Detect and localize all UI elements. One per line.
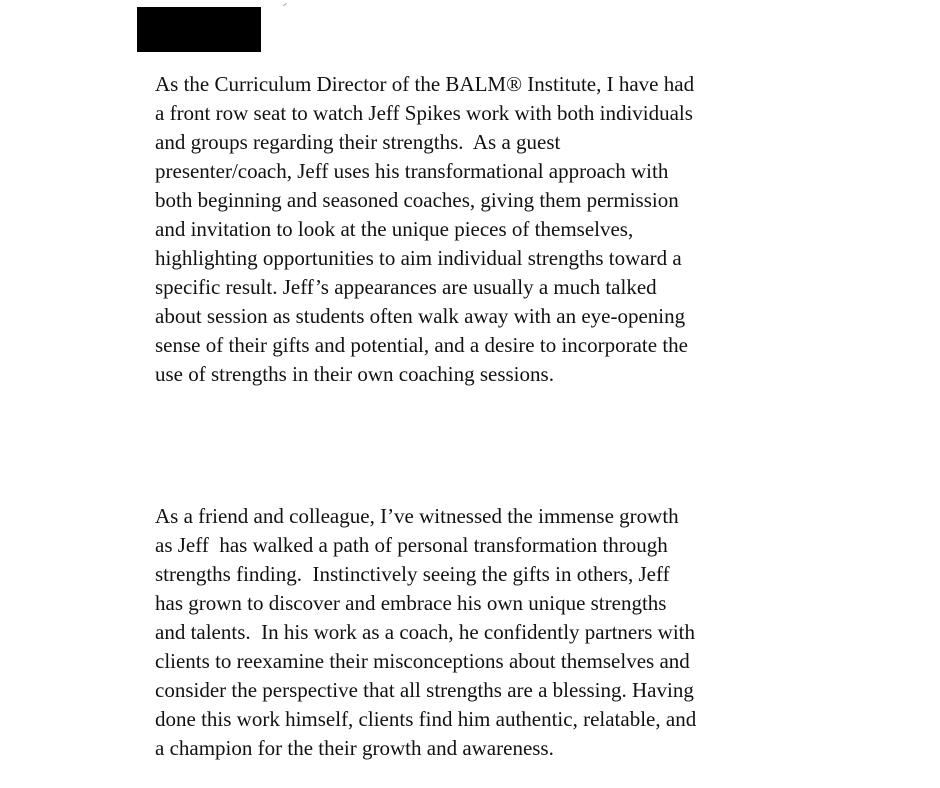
paragraph-1-line: and invitation to look at the unique pieces of themselves, — [155, 217, 634, 241]
redaction-box — [137, 7, 261, 52]
paragraph-1-line: both beginning and seasoned coaches, giving them permission — [155, 188, 679, 212]
paragraph-1-line: highlighting opportunities to aim individual strengths toward a — [155, 246, 682, 270]
paragraph-2-line: a champion for the their growth and awareness. — [155, 736, 554, 760]
paragraph-2-line: As a friend and colleague, I’ve witnessed the immense growth — [155, 504, 679, 528]
paragraph-1-line: presenter/coach, Jeff uses his transformational approach with — [155, 159, 669, 183]
paragraph-2-line: consider the perspective that all strengths are a blessing. Having — [155, 678, 694, 702]
paragraph-1-line: and groups regarding their strengths. As a guest — [155, 130, 561, 154]
paragraph-2-line: done this work himself, clients find him authentic, relatable, and — [155, 707, 697, 731]
paragraph-2-line: clients to reexamine their misconceptions about themselves and — [155, 649, 690, 673]
paragraph-2-line: strengths finding. Instinctively seeing the gifts in others, Jeff — [155, 562, 670, 586]
paragraph-1-line: about session as students often walk away with an eye-opening — [155, 304, 686, 328]
paragraph-2-line: and talents. In his work as a coach, he confidently partners with — [155, 620, 696, 644]
paragraph-2-line: as Jeff has walked a path of personal transformation through — [155, 533, 668, 557]
paragraph-1-line: specific result. Jeff’s appearances are usually a much talked — [155, 275, 657, 299]
paragraph-1-line: a front row seat to watch Jeff Spikes work with both individuals — [155, 101, 693, 125]
testimonial-paragraph-2 — [155, 502, 815, 763]
scan-artifact-mark — [283, 3, 287, 6]
testimonial-paragraph-1 — [155, 70, 815, 389]
paragraph-1-line: sense of their gifts and potential, and a desire to incorporate the — [155, 333, 688, 357]
paragraph-2-line: has grown to discover and embrace his own unique strengths — [155, 591, 667, 615]
paragraph-1-line: As the Curriculum Director of the BALM® Institute, I have had — [155, 72, 695, 96]
paragraph-1-line: use of strengths in their own coaching sessions. — [155, 362, 554, 386]
